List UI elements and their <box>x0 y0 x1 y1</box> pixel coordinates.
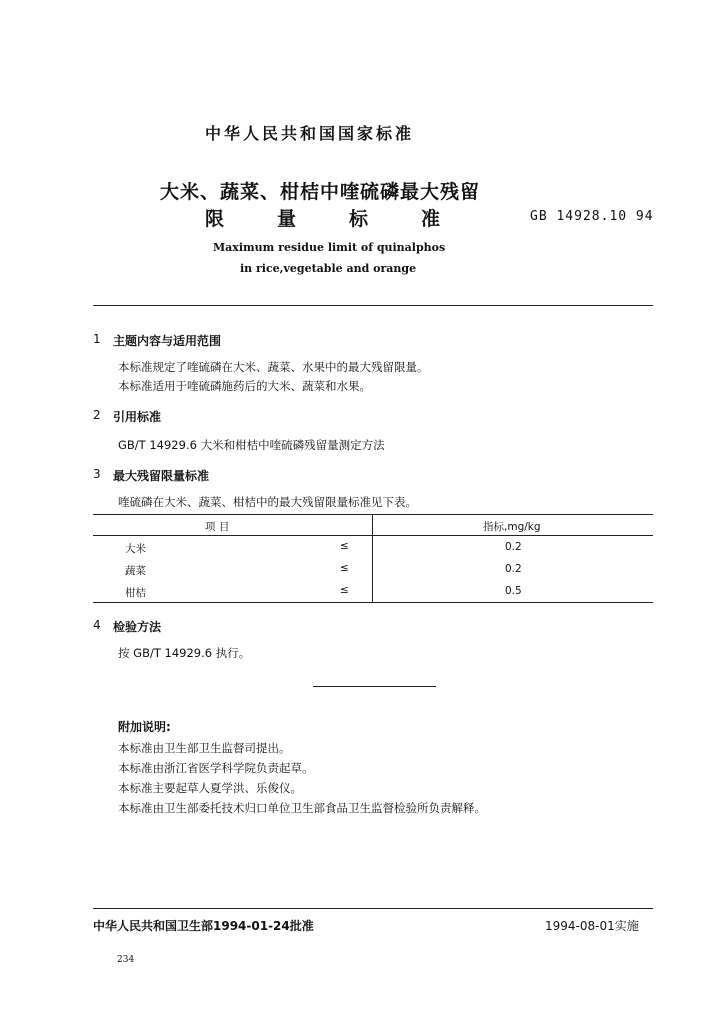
title-char: 准 <box>420 208 440 230</box>
title-cn-line1: 大米、蔬菜、柑桔中喹硫磷最大残留 <box>160 181 481 203</box>
note-line: 本标准由卫生部委托技术归口单位卫生部食品卫生监督检验所负责解释。 <box>118 801 486 815</box>
section-title-scope: 主题内容与适用范围 <box>113 334 222 348</box>
table-cell-item: 柑桔 <box>125 587 146 599</box>
section-number: 2 <box>93 408 101 422</box>
paragraph: 本标准规定了喹硫磷在大米、蔬菜、水果中的最大残留限量。 <box>118 360 429 374</box>
table-cell-value: 0.2 <box>505 541 522 553</box>
end-of-text-rule <box>313 686 436 687</box>
table-column-divider <box>372 514 373 602</box>
section-number: 4 <box>93 618 101 632</box>
paragraph: 本标准适用于喹硫磷施药后的大米、蔬菜和水果。 <box>118 379 371 393</box>
table-cell-op: ≤ <box>340 562 349 574</box>
paragraph: 按 GB/T 14929.6 执行。 <box>118 646 251 660</box>
title-cn-line2 <box>205 204 440 231</box>
title-char: 限 <box>205 208 225 230</box>
header-divider <box>93 305 653 306</box>
section-title-methods: 检验方法 <box>113 620 162 634</box>
table-cell-item: 蔬菜 <box>125 565 146 577</box>
title-char: 量 <box>276 208 296 230</box>
title-en-line1: Maximum residue limit of quinalphos <box>213 241 446 254</box>
section-title-references: 引用标准 <box>113 410 162 424</box>
title-en-line2: in rice,vegetable and orange <box>240 262 417 275</box>
approval-date: 中华人民共和国卫生部1994-01-24批准 <box>93 919 314 933</box>
table-cell-value: 0.5 <box>505 585 522 597</box>
table-header-item: 项 目 <box>205 521 230 533</box>
note-line: 本标准主要起草人夏学洪、乐俊仪。 <box>118 781 302 795</box>
paragraph: 喹硫磷在大米、蔬菜、柑桔中的最大残留限量标准见下表。 <box>118 495 417 509</box>
table-top-rule <box>93 514 653 515</box>
reference-entry: GB/T 14929.6 大米和柑桔中喹硫磷残留量测定方法 <box>118 438 385 452</box>
table-bottom-rule <box>93 602 653 603</box>
implementation-date: 1994-08-01实施 <box>545 919 639 933</box>
standard-category-heading: 中华人民共和国国家标准 <box>205 124 415 143</box>
section-number: 1 <box>93 332 101 346</box>
table-cell-item: 大米 <box>125 543 146 555</box>
section-title-limits: 最大残留限量标准 <box>113 469 210 483</box>
table-cell-op: ≤ <box>340 540 349 552</box>
table-cell-op: ≤ <box>340 584 349 596</box>
table-header-value: 指标,mg/kg <box>483 521 541 533</box>
page-number: 234 <box>117 955 135 965</box>
footer-divider <box>93 908 653 909</box>
note-line: 本标准由浙江省医学科学院负责起草。 <box>118 761 314 775</box>
notes-title: 附加说明: <box>118 720 171 734</box>
table-cell-value: 0.2 <box>505 563 522 575</box>
note-line: 本标准由卫生部卫生监督司提出。 <box>118 741 291 755</box>
title-char: 标 <box>348 208 368 230</box>
section-number: 3 <box>93 467 101 481</box>
table-header-rule <box>93 535 653 536</box>
standard-code: GB 14928.10 94 <box>530 209 654 224</box>
